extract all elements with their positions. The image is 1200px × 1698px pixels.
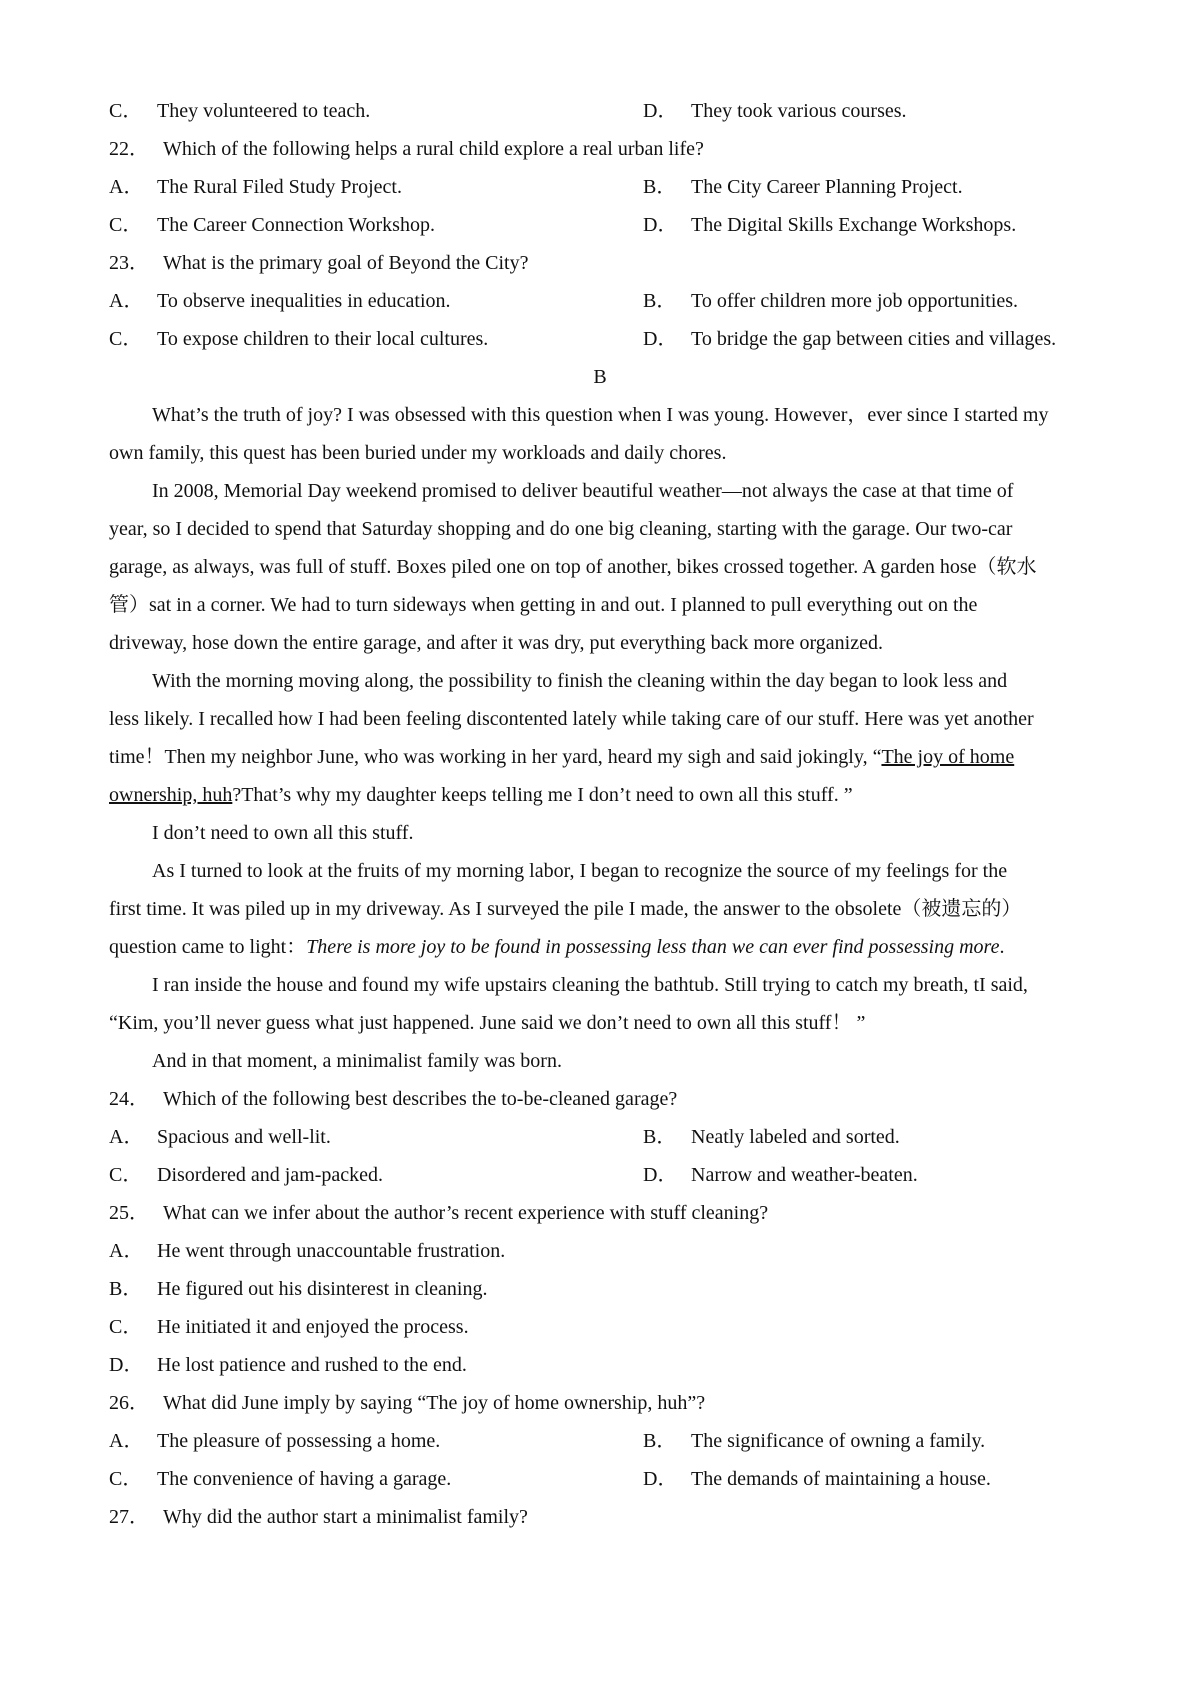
option-label: D． [643,328,678,350]
q26-options-ab [109,1422,986,1460]
option-text: The demands of maintaining a house. [691,1468,991,1490]
passage-line: In 2008, Memorial Day weekend promised to deliver beautiful weather—not always the case at that time of [152,480,1014,502]
passage-line [109,928,1004,966]
q25-option-d [109,1346,467,1384]
q25-option-b [109,1270,487,1308]
option-text: He went through unaccountable frustration. [157,1240,506,1262]
q25-option-c [109,1308,469,1346]
question-text: Why did the author start a minimalist family? [163,1506,528,1528]
q21-options-cd [109,92,907,130]
passage-line: year, so I decided to spend that Saturday shopping and do one big cleaning, starting with the garage. Our two-car [109,518,1013,540]
passage-line: own family, this quest has been buried under my workloads and daily chores. [109,442,727,464]
option-label: B． [643,290,677,312]
option-text: The Digital Skills Exchange Workshops. [691,214,1017,236]
question-text: What can we infer about the author’s recent experience with stuff cleaning? [163,1202,769,1224]
passage-line: As I turned to look at the fruits of my morning labor, I began to recognize the source of my feelings for the [152,860,1008,882]
option-text: The pleasure of possessing a home. [157,1430,441,1452]
option-label: C． [109,1468,143,1490]
q26-options-cd [109,1460,991,1498]
option-text: Disordered and jam-packed. [157,1164,384,1186]
passage-line: garage, as always, was full of stuff. Boxes piled one on top of another, bikes crossed together. A garden hose（软水 [109,556,1037,578]
option-label: C． [109,1164,143,1186]
option-label: D． [643,214,678,236]
passage-line: What’s the truth of joy? I was obsessed with this question when I was young. However，ever since I started my [152,404,1049,426]
option-label: D． [109,1354,144,1376]
option-text: Neatly labeled and sorted. [691,1126,900,1148]
option-text: The convenience of having a garage. [157,1468,452,1490]
option-text: To offer children more job opportunities. [691,290,1019,312]
option-text: To observe inequalities in education. [157,290,451,312]
option-text: The significance of owning a family. [691,1430,986,1452]
option-text: He lost patience and rushed to the end. [157,1354,467,1376]
option-label: C． [109,328,143,350]
passage-line: And in that moment, a minimalist family was born. [152,1050,562,1072]
passage-line: “Kim, you’ll never guess what just happened. June said we don’t need to own all this stuff！ ” [109,1012,866,1034]
passage-line: first time. It was piled up in my driveway. As I surveyed the pile I made, the answer to the obsolete（被遗忘的） [109,898,1022,920]
underlined-phrase: ownership, huh [109,784,233,806]
option-label: C． [109,1316,143,1338]
option-label: D． [643,100,678,122]
option-label: A． [109,290,144,312]
question-text: What did June imply by saying “The joy of home ownership, huh”? [163,1392,706,1414]
passage-line [109,776,853,814]
question-number: 24． [109,1088,149,1110]
question-text: Which of the following best describes the to-be-cleaned garage? [163,1088,678,1110]
q26-stem [109,1384,705,1422]
question-number: 25． [109,1202,149,1224]
option-label: B． [109,1278,143,1300]
option-label: D． [643,1468,678,1490]
question-number: 23． [109,252,149,274]
option-text: He initiated it and enjoyed the process. [157,1316,469,1338]
option-text: They volunteered to teach. [157,100,371,122]
question-text: Which of the following helps a rural child explore a real urban life? [163,138,704,160]
section-heading: B [593,366,607,388]
italic-sentence: There is more joy to be found in possessing less than we can ever find possessing more [306,936,1000,958]
option-label: D． [643,1164,678,1186]
option-label: B． [643,176,677,198]
passage-line: 管）sat in a corner. We had to turn sideways when getting in and out. I planned to pull everything out on the [109,594,978,616]
question-number: 27． [109,1506,149,1528]
q25-option-a [109,1232,505,1270]
option-text: The City Career Planning Project. [691,176,963,198]
passage-line: driveway, hose down the entire garage, and after it was dry, put everything back more organized. [109,632,883,654]
option-label: A． [109,1126,144,1148]
option-label: A． [109,1430,144,1452]
question-number: 26． [109,1392,149,1414]
q22-options-cd [109,206,1017,244]
q24-options-cd [109,1156,918,1194]
option-text: To expose children to their local cultures. [157,328,489,350]
option-label: A． [109,1240,144,1262]
passage-text: question came to light： [109,936,307,958]
passage-line: less likely. I recalled how I had been feeling discontented lately while taking care of our stuff. Here was yet another [109,708,1034,730]
option-text: The Rural Filed Study Project. [157,176,402,198]
option-text: Spacious and well-lit. [157,1126,331,1148]
question-number: 22． [109,138,149,160]
passage-text: time！Then my neighbor June, who was working in her yard, heard my sigh and said jokingly, “ [109,746,882,768]
q24-stem [109,1080,677,1118]
q23-options-cd [109,320,1057,358]
passage-line [109,738,1014,776]
option-text: The Career Connection Workshop. [157,214,435,236]
option-text: He figured out his disinterest in cleaning. [157,1278,488,1300]
q27-stem [109,1498,528,1536]
q23-stem [109,244,528,282]
passage-line: I don’t need to own all this stuff. [152,822,414,844]
option-label: C． [109,214,143,236]
option-text: Narrow and weather-beaten. [691,1164,918,1186]
passage-text: ?That’s why my daughter keeps telling me I don’t need to own all this stuff. ” [232,784,853,806]
q22-stem [109,130,704,168]
q24-options-ab [109,1118,900,1156]
option-label: B． [643,1430,677,1452]
underlined-phrase: The joy of home [881,746,1015,768]
passage-line: With the morning moving along, the possibility to finish the cleaning within the day began to look less and [152,670,1008,692]
q22-options-ab [109,168,963,206]
passage-line: I ran inside the house and found my wife upstairs cleaning the bathtub. Still trying to catch my breath, tI said, [152,974,1028,996]
option-label: B． [643,1126,677,1148]
q23-options-ab [109,282,1019,320]
option-text: They took various courses. [691,100,907,122]
option-text: To bridge the gap between cities and villages. [691,328,1057,350]
option-label: C． [109,100,143,122]
question-text: What is the primary goal of Beyond the City? [163,252,529,274]
option-label: A． [109,176,144,198]
passage-text: . [999,936,1005,958]
q25-stem [109,1194,768,1232]
